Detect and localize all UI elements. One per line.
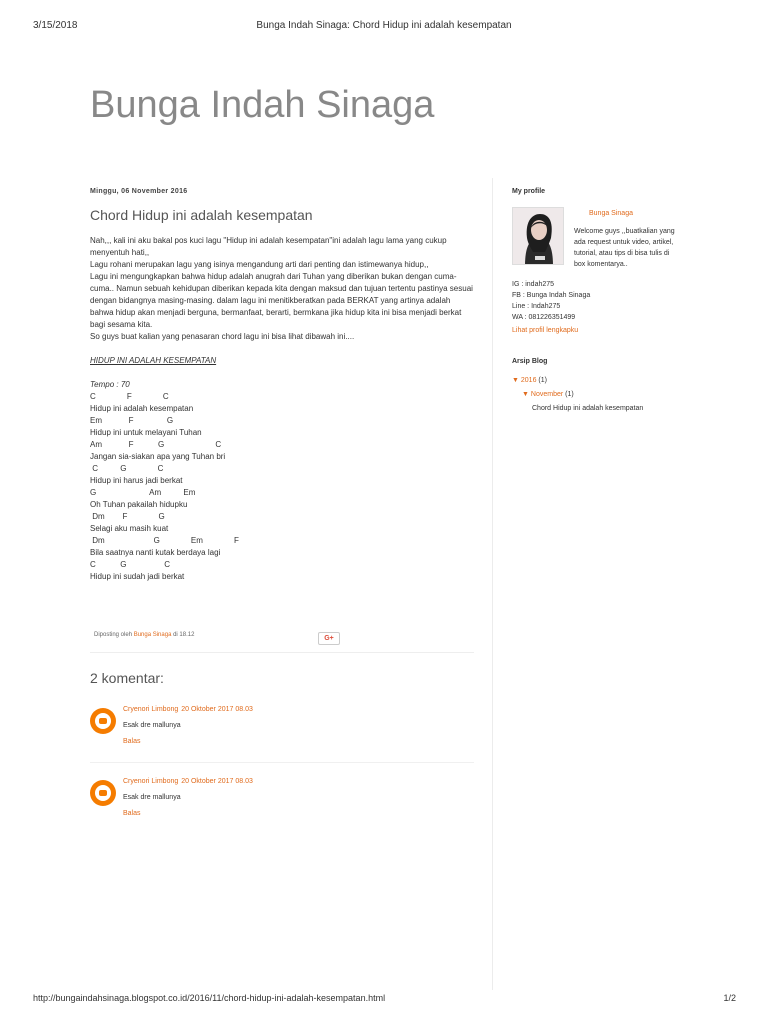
archive-month-row [522, 391, 574, 398]
post-body [90, 235, 476, 583]
chord-line: Dm G Em F [90, 536, 239, 545]
comment-text: Esak dre mallunya [123, 794, 181, 801]
archive-month-link[interactable]: November [530, 391, 564, 398]
lyric-line: Hidup ini harus jadi berkat [90, 476, 183, 485]
chord-line: Em F G [90, 416, 174, 425]
sidebar [512, 188, 682, 334]
lyric-line: Hidup ini sudah jadi berkat [90, 572, 185, 581]
comment-author-link[interactable]: Cryenori Limbong [123, 706, 179, 713]
profile-contact-line: IG : indah275 [512, 281, 555, 288]
column-divider [492, 178, 493, 990]
comment-meta [123, 778, 253, 785]
full-profile-link[interactable]: Lihat profil lengkapku [512, 327, 579, 334]
post-paragraph: So guys buat kalian yang penasaran chord lagu ini bisa lihat dibawah ini.... [90, 332, 355, 341]
comment-reply-link[interactable]: Balas [123, 810, 141, 817]
post-divider [90, 652, 474, 653]
blogger-avatar-icon[interactable] [90, 708, 116, 734]
chord-line: C F C [90, 392, 169, 401]
profile-photo[interactable] [512, 207, 564, 265]
profile-photo-image [513, 208, 564, 265]
post-paragraph: Nah,,, kali ini aku bakal pos kuci lagu "Hidup ini adalah kesempatan"ini adalah lagu lama yang cukup menyentuh hati,, [90, 236, 447, 257]
lyric-line: Bila saatnya nanti kutak berdaya lagi [90, 548, 221, 557]
post-main [90, 188, 476, 583]
comments-title: 2 komentar: [90, 670, 164, 686]
archive-year-row [512, 377, 547, 384]
blogger-avatar-icon[interactable] [90, 780, 116, 806]
chord-line: G Am Em [90, 488, 196, 497]
comment-author-link[interactable]: Cryenori Limbong [123, 778, 179, 785]
song-tempo: Tempo : 70 [90, 380, 130, 389]
blog-title[interactable]: Bunga Indah Sinaga [90, 84, 435, 126]
archive-heading: Arsip Blog [512, 358, 548, 365]
comment-divider [90, 762, 474, 763]
post-paragraph: Lagu rohani merupakan lagu yang isinya mengandung arti dari penting dan istimewanya hidup,, [90, 260, 429, 269]
profile-heading: My profile [512, 188, 546, 195]
chord-line: Dm F G [90, 512, 165, 521]
print-page-title: Bunga Indah Sinaga: Chord Hidup ini adalah kesempatan [256, 20, 512, 31]
archive-year-count: (1) [538, 377, 547, 384]
profile-contacts [512, 279, 682, 323]
lyric-line: Oh Tuhan pakailah hidupku [90, 500, 188, 509]
lyric-line: Jangan sia-siakan apa yang Tuhan bri [90, 452, 226, 461]
profile-contact-line: Line : Indah275 [512, 303, 561, 310]
archive-post-link[interactable]: Chord Hidup ini adalah kesempatan [532, 405, 644, 412]
archive-month-count: (1) [565, 391, 574, 398]
collapse-triangle-icon[interactable]: ▼ [522, 391, 529, 398]
profile-name-link[interactable]: Bunga Sinaga [589, 210, 633, 217]
profile-about: Welcome guys ,,buatkalian yang ada request untuk video, artikel, tutorial, atau tips di bisa tulis di box komentarya.. [574, 228, 675, 268]
gplus-share-button[interactable]: G+ [318, 632, 340, 645]
comment-time-link[interactable]: 20 Oktober 2017 08.03 [181, 706, 253, 713]
print-page-number: 1/2 [723, 993, 736, 1003]
posted-at-label: di [173, 632, 178, 638]
post-paragraph: Lagu ini mengungkapkan bahwa hidup adalah anugrah dari Tuhan yang diberikan bukan dengan cuma-cuma.. Namun sebuah kehidupan diberikan kepada kita dengan maksud dan tujuan tertentu pastinya sesuai dengan bidangnya masing-masing. dalam lagu ini menitikberatkan pada BERKAT yang artinya adalah bahwa hidup akan menjadi berguna, bermanfaat, berarti, bermkana jika hidup kita ini bisa menjadi berkat bagi sesama kita. [90, 272, 473, 329]
lyric-line: Selagi aku masih kuat [90, 524, 169, 533]
print-url: http://bungaindahsinaga.blogspot.co.id/2016/11/chord-hidup-ini-adalah-kesempatan.html [33, 993, 386, 1003]
comment-time-link[interactable]: 20 Oktober 2017 08.03 [181, 778, 253, 785]
post-footer [94, 632, 194, 638]
comment-text: Esak dre mallunya [123, 722, 181, 729]
comment-meta [123, 706, 253, 713]
post-author-link[interactable]: Bunga Sinaga [133, 632, 172, 638]
lyric-line: Hidup ini adalah kesempatan [90, 404, 194, 413]
posted-by-label: Diposting oleh [94, 632, 133, 638]
profile-contact-line: FB : Bunga Indah Sinaga [512, 292, 591, 299]
profile-widget [512, 205, 682, 279]
post-time-link[interactable]: 18.12 [179, 632, 195, 638]
collapse-triangle-icon[interactable]: ▼ [512, 377, 519, 384]
post-date: Minggu, 06 November 2016 [90, 188, 188, 195]
archive-year-link[interactable]: 2016 [520, 377, 537, 384]
post-title: Chord Hidup ini adalah kesempatan [90, 207, 313, 223]
print-date: 3/15/2018 [33, 20, 78, 31]
profile-contact-line: WA : 081226351499 [512, 314, 576, 321]
comment-reply-link[interactable]: Balas [123, 738, 141, 745]
chord-line: C G C [90, 560, 171, 569]
chord-line: Am F G C [90, 440, 222, 449]
lyric-line: Hidup ini untuk melayani Tuhan [90, 428, 202, 437]
chord-line: C G C [90, 464, 164, 473]
song-title: HIDUP INI ADALAH KESEMPATAN [90, 356, 217, 365]
